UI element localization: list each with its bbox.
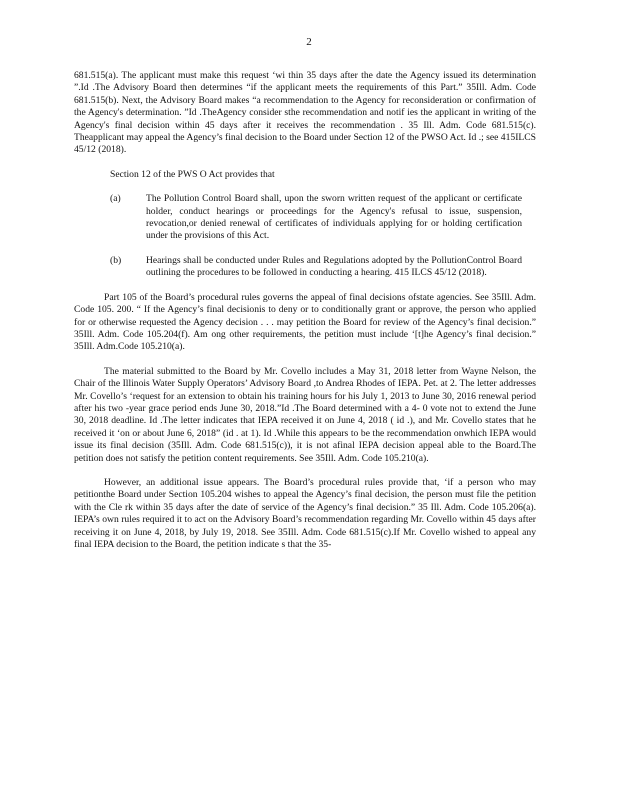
list-item-label: (a) (110, 193, 121, 205)
list-item-label: (b) (110, 254, 122, 266)
paragraph-agency-procedure: 681.515(a). The applicant must make this request ‘wi thin 35 days after the date the Agency issued its determination ”.Id .The Advisory Board then determines “if the applicant meets the requirements of this Part.” 35Ill. Adm. Code 681.515(b). Next, the Advisory Board makes “a recommendation to the Agency for reconsideration or confirmation of the Agency's determination. ”Id .TheAgency consider sthe recommendation and notif ies the applicant in writing of the Agency's final decision within 45 days after it receives the recommendation . 35 Ill. Adm. Code 681.515(c). Theapplicant may appeal the Agency’s final decision to the Board under Section 12 of the PWSO Act. Id .; see 415ILCS 45/12 (2018). (74, 70, 536, 156)
paragraph-material-submitted: The material submitted to the Board by Mr. Covello includes a May 31, 2018 letter from Wayne Nelson, the Chair of the Illinois Water Supply Operators’ Advisory Board ,to Andrea Rhodes of IEPA. Pet. at 2. The letter addresses Mr. Covello’s ‘request for an extension to obtain his training hours for his July 1, 2013 to June 30, 2016 renewal period after his two -year grace period ends June 30, 2018.”Id .The Board determined with a 4- 0 vote not to extend the June 30, 2018 deadline. Id .The letter indicates that IEPA received it on June 4, 2018 ( id .), and Mr. Covello states that he received it ‘on or about June 6, 2018” (id . at 1). Id .While this appears to be the recommendation onwhich IEPA would issue its final decision (35Ill. Adm. Code 681.515(c)), it is not afinal IEPA decision appeal able to the Board.The petition does not satisfy the petition content requirements. See 35Ill. Adm. Code 105.210(a). (74, 365, 536, 464)
paragraph-part-105: Part 105 of the Board’s procedural rules governs the appeal of final decisions ofstate agencies. See 35Ill. Adm. Code 105. 200. “ If the Agency’s final decisionis to deny or to conditionally grant or approve, the person who applied for or otherwise requested the Agency decision . . . may petition the Board for review of the Agency’s final decision.” 35Ill. Adm. Code 105.204(f). Am ong other requirements, the petition must include ‘[t]he Agency’s final decision.” 35Ill. Adm.Code 105.210(a). (74, 291, 536, 353)
list-item (74, 193, 536, 243)
section-12-lead: Section 12 of the PWS O Act provides that (110, 168, 275, 180)
page-number: 2 (306, 36, 312, 48)
paragraph-additional-issue: However, an additional issue appears. The Board’s procedural rules provide that, ‘if a person who may petitionthe Board under Section 105.204 wishes to appeal the Agency’s final decision, the person must file the petition with the Cle rk within 35 days after the date of service of the Agency’s final decision.” 35 Ill. Adm. Code 105.206(a). IEPA’s own rules required it to act on the Advisory Board’s recommendation regarding Mr. Covello within 45 days after receiving it on June 4, 2018, by July 19, 2018. See 35Ill. Adm. Code 681.515(c).If Mr. Covello wished to appeal any final IEPA decision to the Board, the petition indicate s that the 35- (74, 476, 536, 550)
list-item-text: The Pollution Control Board shall, upon the sworn written request of the applicant or certificate holder, conduct hearings or proceedings for the Agency's refusal to issue, suspension, revocation,or denied renewal of certificates of individuals applying for or holding certification under the provisions of this Act. (146, 193, 522, 242)
list-item-text: Hearings shall be conducted under Rules and Regulations adopted by the PollutionControl Board outlining the procedures to be followed in conducting a hearing. 415 ILCS 45/12 (2018). (146, 254, 522, 279)
document-body (74, 70, 536, 563)
list-item (74, 255, 536, 280)
